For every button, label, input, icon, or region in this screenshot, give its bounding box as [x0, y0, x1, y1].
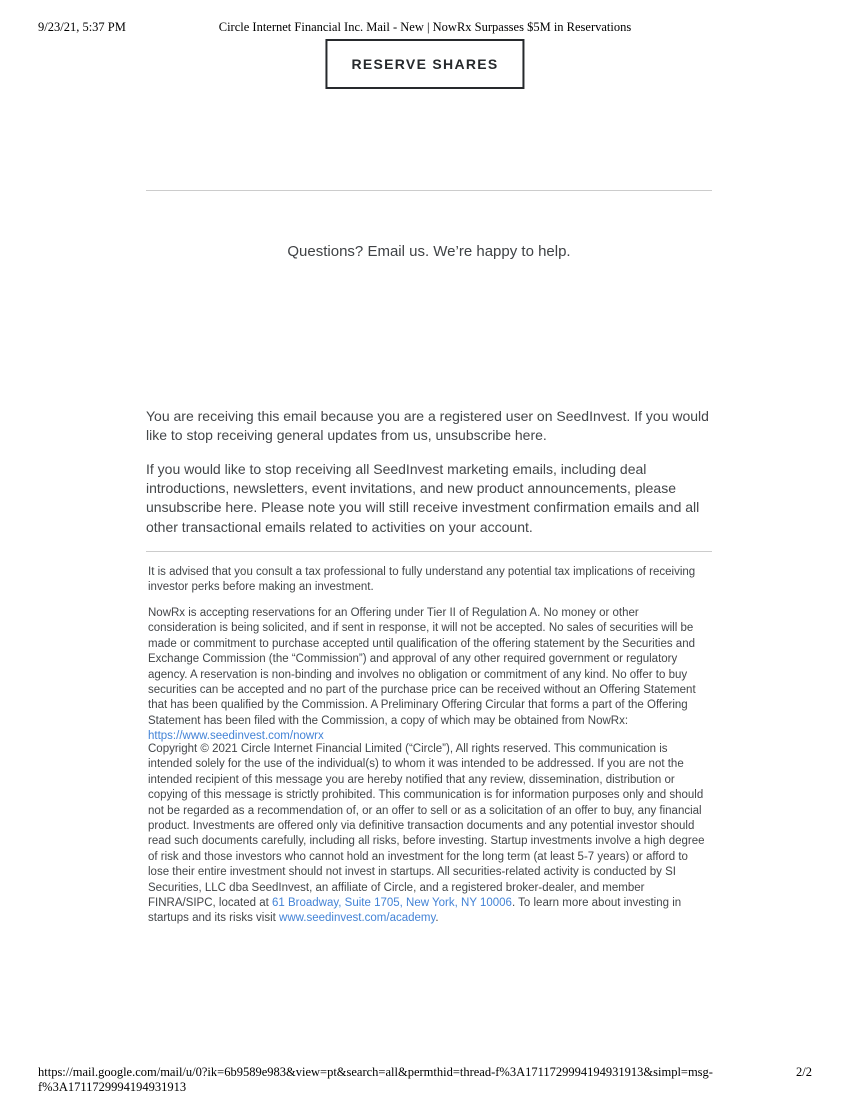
seedinvest-academy-link[interactable]: www.seedinvest.com/academy — [279, 912, 436, 925]
divider — [146, 190, 712, 191]
questions-suffix: We’re happy to help. — [429, 243, 571, 260]
copyright-text-1: Copyright © 2021 Circle Internet Financial Limited (“Circle”), All rights reserved. This communication is intended solely for the use of the individual(s) to whom it was intended to be addressed. If you are not the intended recipient of this message you are hereby notified that any review, dissemination, distribution or copying of this message is strictly prohibited. This communication is for information purposes only and should not be regarded as a recommendation of, or an offer to sell or as a solicitation of an offer to buy, any financial product. Investments are offered only via definitive transaction documents and any potential investor should read such documents carefully, including all risks, before investing. Startup investments involve a high degree of risk and those investors who cannot hold an investment for the long term (at least 5-7 years) or afford to lose their entire investment should not invest in startups. All securities-related activity is conducted by SI Securities, LLC dba SeedInvest, an affiliate of Circle, and a registered broker-dealer, and member FINRA/SIPC, located at — [148, 743, 705, 910]
email-us-link[interactable]: Email us. — [367, 243, 430, 260]
print-header-date: 9/23/21, 5:37 PM — [38, 20, 126, 34]
reserve-shares-button[interactable]: RESERVE SHARES — [325, 39, 524, 89]
copyright-text-2: . To learn more about investing in startups and its risks visit — [148, 897, 682, 925]
divider — [146, 551, 712, 552]
copyright-text-3: . — [435, 912, 439, 925]
questions-prefix: Questions? — [287, 243, 368, 260]
questions-line — [146, 243, 712, 260]
offering-disclaimer-text: NowRx is accepting reservations for an Offering under Tier II of Regulation A. No money or other consideration is being solicited, and if sent in response, it will not be accepted. No sales of securities will be made or commitment to purchase accepted until qualification of the offering statement by the Securities and Exchange Commission (the “Commission”) and approval of any other required government or regulatory agency. A reservation is non-binding and involves no obligation or commitment of any kind. No offer to buy securities can be accepted and no part of the purchase price can be received without an Offering Statement that has been qualified by the Commission. A Preliminary Offering Circular that forms a part of the Offering Statement has been filed with the Commission, a copy of which may be obtained from NowRx: — [148, 607, 696, 727]
broadway-address-link[interactable]: 61 Broadway, Suite 1705, New York, NY 10006 — [272, 897, 512, 910]
print-footer-url: https://mail.google.com/mail/u/0?ik=6b9589e983&view=pt&search=all&permthid=thread-f%3A1711729994194931913&simpl=msg-f%3A1711729994194931913 — [38, 1065, 713, 1094]
unsubscribe-general-paragraph: You are receiving this email because you are a registered user on SeedInvest. If you would like to stop receiving general updates from us, unsubscribe here. — [146, 408, 709, 444]
print-footer-page-number: 2/2 — [796, 1065, 812, 1079]
copyright-disclaimer-paragraph — [148, 742, 705, 927]
tax-disclaimer-paragraph: It is advised that you consult a tax professional to fully understand any potential tax implications of receiving investor perks before making an investment. — [148, 566, 696, 594]
seedinvest-nowrx-link[interactable]: https://www.seedinvest.com/nowrx — [148, 730, 324, 743]
print-header-title: Circle Internet Financial Inc. Mail - New | NowRx Surpasses $5M in Reservations — [218, 20, 632, 34]
offering-disclaimer-paragraph — [148, 606, 705, 745]
unsubscribe-marketing-paragraph: If you would like to stop receiving all SeedInvest marketing emails, including deal introductions, newsletters, event invitations, and new product announcements, please unsubscribe here. Please note you will still receive investment confirmation emails and all other transactional emails related to activities on your account. — [146, 461, 700, 535]
